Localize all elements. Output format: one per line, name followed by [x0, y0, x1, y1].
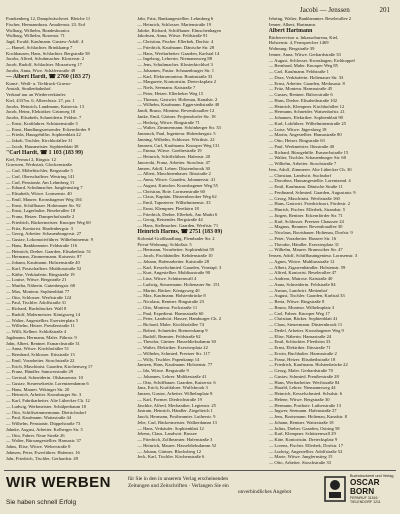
column-1 [6, 16, 131, 470]
listing-entry: Janning, Wilhelm, Schlosser. Wörthstr. 22 [137, 136, 215, 142]
listing-entry: — Friedrich, Bäckermeister. Knooper Weg 60 [6, 219, 91, 225]
ad-text-line-1: für Sie in den in unserem Verlag erscheinenden [128, 476, 229, 482]
listing-entry: — Walter, Tischler. Schauenburger Str. 60 [268, 155, 347, 161]
listing-entry: — Käte, Kontoristin. Dreiecksplatz 9 [268, 437, 338, 442]
listing-entry: — Otto, Heizer. Ringstraße 63 [268, 138, 325, 143]
listing-entry: — Johannes, Pastor. Schauenburger Str. 1 [137, 67, 215, 73]
listing-entry: — Richard, Maler. Kirchhofallee 74 [137, 322, 204, 327]
listing-entry: — Käthe, Verkäuferin. Ringstraße 19 [6, 271, 75, 277]
listing-heading: Heinrich Harms, ☎ 2751 (183 09) [137, 228, 223, 235]
listing-entry: — Paul, Expedient. Harmsstraße 60 [137, 310, 204, 316]
listing-entry: — Hans, Stellmacher. Gaarden, Werftstr. 71 [137, 223, 219, 228]
listing-entry: — August, Kutscher. Kronshagener Weg 55 [137, 182, 218, 188]
listing-entry: — Elise, Näherin. Hansastraße 24 [268, 333, 332, 339]
listing-entry: — Karl, Kesselschmied. Gaarden, Vinetapl. 3 [137, 264, 222, 270]
listing-entry: — Walter, Elektriker. Exerzierplatz 22 [137, 345, 208, 350]
listing-entry: Jannsen, Carl, Kaufmann. Knooper Weg 131 [137, 142, 220, 148]
listing-entry: Jantzen, Hans, Kaufmann. Holstenstr. 77 [137, 362, 213, 368]
listing-entry: — Hermann, Vorarbeiter. Sophienblatt 59 [137, 247, 214, 253]
listing-entry: — Carl, Möbeltischler, Bergstraße 5 [6, 168, 73, 173]
listing-entry: Jeck, Karl, Tischler. Kirchenstraße 6 [137, 454, 205, 460]
listing-entry: — Paul, Tischler. Adolfstraße 31 [6, 300, 67, 306]
listing-entry: — Johannes, Elektriker. Sophienblatt 90 [268, 115, 343, 120]
listing-entry: Jagdmann, Hermann, Maler. Fährstr. 9 [6, 334, 77, 340]
listing-entry: — Christian, Bäcker. Sophienblatt 41 [268, 316, 338, 322]
listing-entry: Jahn, Albert, Rentner. Esmarchstraße 31 [6, 340, 80, 346]
listing-entry: — Niels, Seemann. Kaistraße 7 [137, 85, 196, 90]
ad-text [128, 476, 320, 496]
listing-entry: — Detlef, Arbeiter. Kronshagener Weg 9 [268, 327, 344, 333]
listing-entry: — Magnus, Beamter. Reventlouallee 30 [268, 224, 343, 230]
listing-entry: Janz, Erich, Kraftfahrer. Wulfsbrook 3 [137, 385, 208, 391]
directory-columns [6, 16, 394, 470]
listing-entry: — Jakob, Tischler, Kirchhofallee 31 [6, 138, 73, 143]
listing-entry: Bücherrevisor u. Inkassobureau, Kiel, [268, 34, 339, 40]
listing-entry: — Ernst, Arbeiter. Gaarden, Medusastr. 8 [268, 80, 345, 86]
listing-entry: — Jens, Bootsmann. Holtenau, Kanalstr. 8 [268, 414, 347, 419]
listing-entry: Jacobs, Anna, Wwe. Schäferstraße 48 [6, 67, 76, 73]
listing-entry: — Ida, Witwe. Bergstraße 9 [137, 368, 189, 373]
listing-entry: — Walter, Zimmermann. Schönberger Str. 33 [137, 125, 221, 131]
listing-entry: — Jens, Schuhmacher. Klosterkirchhof 3 [137, 62, 213, 67]
listing-entry: — Emil, Tapezierer. Wilhelminenstr. 33 [137, 200, 211, 205]
listing-entry: Jens, Adolf, Zimmerer. Alte Lübecker Ch. 30 [268, 166, 352, 172]
listing-entry: — Ferdinand, Schmied. Gaarden, Augustastr. 9 [268, 189, 356, 195]
listing-entry: — Margarete, Kontoristin. Dreiecksplatz 2 [137, 79, 217, 85]
listing-entry: — Otto, Schlosser. Werftstraße 124 [6, 294, 72, 300]
listing-entry: Jenner, Albert, Hartmann. [268, 21, 317, 27]
listing-entry: — Ludwig, Werkmeister. Schülperbaum 18 [6, 403, 86, 409]
listing-entry: Jansen, Adolf, Lehrer. Düsternbrook 30 [137, 165, 210, 171]
listing-entry: — Ludwig, Angestellter. Adolfstraße 52 [268, 448, 343, 454]
listing-entry: — Georg, Maler. Gerhardstraße 70 [268, 368, 333, 373]
listing-entry: — Lorenz, Fischer. Ellerbek, Dorfstr. 17 [268, 442, 344, 448]
listing-entry: — Richard, Buchdrucker. Wall 8 [6, 306, 67, 311]
listing-entry: — Carl, Pensionär. Am Lehmberg 11 [6, 179, 75, 185]
listing-entry: — Martin, Bäcker. Königsweg 40 [137, 287, 200, 293]
listing-entry: — Elisabeth, Witwe. Lornsenstr. 40 [6, 191, 72, 196]
listing-entry: — Hermann, Schneider. Waisenhofstr. 21 [268, 109, 345, 115]
listing-entry: — Carl, Oberschaffner. Westring 141 [6, 173, 75, 179]
listing-entry: — Ernst, Schiffbauer. Holtenauer Str. 92 [6, 202, 81, 208]
listing-entry: — Karl, Fabrikarbeiter. Alte Lübecker Ch. 12 [6, 398, 90, 403]
listing-entry: — Wilhelm, Maurer. Brunswiker Str. 47 [268, 247, 343, 253]
listing-entry: — Otto, Schiffszimmermann. Dietrichsdorf [6, 409, 87, 415]
listing-entry: — Ernst, Handlungsreisender. Eckernförder 9 [6, 126, 91, 132]
listing-entry: — Ingeborg, Lehrerin. Niemannsweg 88 [137, 56, 212, 62]
listing-entry: — Willi, Kellner. Schloßstraße 4 [6, 329, 67, 334]
listing-entry: Kolonial-Großhandlung, Flemhuder Str. 2 [137, 235, 215, 241]
listing-entry: — Gustav, Steuersekretär. Lorentzendamm 6 [6, 380, 89, 386]
listing-entry: — Hans, Verkäufer. Sophienblatt 12 [137, 425, 204, 431]
ad-title: WIR WERBEN [6, 474, 111, 491]
running-head [300, 6, 390, 14]
listing-entry: — Fritz, Monteur. Harmsstraße 45 [268, 86, 333, 92]
listing-entry: — Frieda, Hausgehilfin. Sophienblatt 22 [6, 132, 81, 138]
listing-entry: Kiel, Fernruf 2, Ringstr. 12 [6, 156, 56, 162]
ad-text-line-2: Zeitungen und Zeitschriften · Verlangen Sie ein [128, 482, 229, 489]
listing-entry: — Thomas, Gastwirt. Holtenau, Kanalstr. 2 [137, 96, 218, 102]
listing-entry: — Albert, Maschinenbauer. Iltisstraße 2 [137, 171, 211, 177]
listing-entry: Jacobs, Elisabeth, Schneiderin. Feldstr. 7 [6, 115, 82, 120]
listing-entry: — Theodor, Händler. Exerzierplatz 31 [268, 241, 340, 247]
listing-entry: — Otto, Fahrer. Neue Straße 26 [6, 432, 65, 438]
listing-entry: — Johann, Rentner. Waitzstraße 18 [268, 419, 334, 425]
listing-entry: — Paul, Kaufmann. Waitzstraße 44 [6, 415, 72, 421]
listing-entry: — Anna, Witwe. Kirchhofallee 51 [6, 346, 70, 352]
listing-entry: — Claus, Kapitän. Düsternbrooker Weg 62 [137, 194, 217, 200]
listing-entry: — Hansel, Schlachter. Brinkkamp 7 [6, 44, 73, 50]
listing-entry: — Rudolf, Malermeister. Königsweg 14 [6, 311, 80, 317]
listing-entry: — Rudolf, Beamter. Feldstraße 62 [137, 333, 201, 339]
ad-tagline: Sie haben schnell Erfolg [6, 499, 77, 506]
listing-entry: — Agnes, Witwe. Muhliusstraße 12 [268, 258, 335, 264]
listing-entry: — Carl, Fahrer. Knooper Weg 17 [268, 310, 330, 316]
listing-entry: — Hans, Werftarbeiter. Gaarden, Karlstal 14 [137, 50, 220, 56]
listing-entry: Jacob, Rudolf, Schlachter. Mozartweg 17 [6, 62, 82, 67]
publisher-logo-icon [324, 476, 346, 502]
listing-entry: — Bruno, Monteur. Wilhelmplatz 3 [268, 304, 335, 310]
listing-entry: Wulbarg, Wilhelm, Bundeskurator. [6, 27, 71, 33]
listing-entry: — Nicolaus, Rentner. Ringstraße 23 [137, 299, 204, 304]
publisher-block [350, 474, 398, 504]
listing-entry: — Hans, Werftarbeiter. Werftstraße 84 [268, 379, 340, 385]
listing-entry: Holstenstr. 4, Fernsprecher 1469 [268, 40, 329, 46]
listing-entry: — Heinrich, Arbeiter. Kronsburger Str. 3 [6, 392, 82, 398]
listing-entry: — Anna, Witwe. Gaarden, Johannesstr. 41 [137, 177, 216, 182]
listing-entry: — Wilhelm, Pensionär. Düppelstraße 73 [6, 421, 81, 426]
ad-text-line-3: unverbindliches Angebot [238, 489, 292, 495]
listing-entry: — Christian, Bote. Lornsenstraße 60 [137, 188, 205, 194]
listing-entry: — Max, Kaufmann. Holstenbrücke 8 [137, 293, 206, 299]
listing-entry: — Karl, Postschaffner. Muhliusstraße 52 [6, 265, 82, 271]
listing-entry: Janke, Emil, Gärtner. Projensdorfer Str. 18 [137, 113, 216, 119]
listing-entry: — Karl, Elektromonteur. Boninstraße 33 [137, 73, 213, 79]
listing-entry: — Jacob, Hausmeister. Sophienblatt 38 [6, 143, 79, 149]
listing-entry: — Fritz, Kontorist. Hardenbergstr. 3 [6, 225, 73, 231]
listing-entry: — Friedrich, Dreher. Ellerbek, Am Markt 6 [137, 211, 218, 217]
listing-entry: — Christian, Fischer. Ellerbek, Dorfstr. 4 [137, 39, 214, 44]
listing-entry: Frankenberg 12, Dampfwäscherei. Bleiche 11 [6, 16, 91, 21]
listing-entry: Jaschke, Alfred, Mechaniker. Legienstr. 25 [137, 402, 216, 408]
listing-entry: — Johannes, Lehrer. Moltkestraße 41 [137, 373, 207, 379]
listing-entry: — Peter, Landwirt. Hassee, Hamburger Ch. 2 [137, 316, 222, 322]
listing-entry: — Karl, Former. Diedrichstraße 19 [137, 396, 202, 402]
listing-entry: — Gustav, Lokomotivführer. Wilhelminenstr. 9 [6, 237, 94, 242]
listing-entry: — August, Tischler. Gaarden, Karlstal 33 [268, 293, 345, 299]
listing-entry: Fischer, Hermannbrau. Amalienstr. 23. Erd [6, 21, 85, 27]
listing-entry: — Hedwig, Witwe. Ringstraße 71 [137, 119, 200, 125]
listing-entry: Jacobs, Heinrich, Landmann, Kaiserstr. 13 [6, 103, 85, 109]
listing-entry: — Albert, Zigarrenhändler. Holstenstr. 59 [268, 264, 346, 270]
listing-entry: — Otto, Schiffbauer. Gaarden, Kaiserstr. 6 [137, 379, 216, 385]
listing-entry: — Helene, Witwe. Bergstraße 30 [268, 396, 330, 402]
listing-entry: — Wilhelm, Schmied. Preetzer Str. 117 [137, 350, 210, 356]
listing-entry: Jahns, Elise, Witwe. Weberstraße 8 [6, 444, 71, 449]
listing-entry: — Heinrich, Kesselschmied. Schulstr. 6 [268, 391, 343, 396]
listing-entry: — Andreas, Matrose. Kaistraße 40 [268, 276, 333, 281]
page-number: 201 [379, 6, 390, 14]
listing-entry: Jebe, Carl, Bäckermeister. Walkerdamm 13 [137, 419, 217, 425]
listing-entry: — Ernst, Kraftfahrer. Schützenstraße 3 [6, 120, 78, 126]
listing-entry: — Walter, Büroangestellter. Hansastr. 37 [6, 438, 82, 444]
listing-entry: Kochhausen, Hans, Schlachter. Bergstraße 58 [6, 50, 90, 56]
listing-entry: — Martin, Angestellter. Hansastraße 80 [268, 132, 342, 138]
listing-entry: — Ernst, Klempner. Fleethörn 18 [137, 205, 199, 211]
listing-entry: Janzen, Gustav, Arbeiter. Wilhelmplatz 8 [137, 391, 213, 396]
listing-entry: Privat-Wohnung: Schloßstr. 5 [137, 241, 192, 247]
listing-entry: Jahrke, Richard, Schiffbauer. Elmschenhagen [137, 27, 221, 33]
listing-entry: — Georg, Arbeiter. Schauenburgerstr. 27 [6, 231, 82, 237]
listing-entry: — Emil, Kaufmann. Dänische Straße 11 [268, 184, 343, 189]
listing-entry: Jandt, Bruno, Monteur. Reventlouallee 12 [137, 108, 215, 113]
listing-entry: — Heinrich, Schiffsführer. Hafenstr. 20 [137, 154, 211, 159]
listing-entry: — Hans, Maurer. Wikinger Str. 20 [6, 386, 70, 392]
listing-entry: — Franz, Händler. Samwerstraße 29 [6, 369, 74, 375]
column-3 [269, 16, 394, 470]
listing-entry: — Paul, Werkmeister. Iltisstraße 40 [268, 143, 335, 149]
listing-entry: — Friedrich, Kaufmann. Dänische Str. 28 [137, 44, 215, 50]
listing-entry: — Bernhard, Maler. Knooper Weg 85 [268, 63, 338, 69]
listing-entry: — Nicolaus, Bootsbauer. Holtenau, Dorfstr. 9 [268, 230, 353, 235]
listing-entry: — Franz, Heizer. Damperhofstraße 2 [6, 214, 75, 219]
listing-entry: — Dorothea, Hausangestellte. Lorentzend. 4 [268, 178, 351, 184]
listing-entry: — Julius, Dreher. Gaarden, Ostring 58 [268, 425, 340, 431]
listing-entry: — August, Schlosser. Kronshagen, Eichkoppel [268, 57, 355, 63]
listing-entry: — Peter, Heizer. Ellerbeker Weg 15 [137, 90, 204, 96]
listing-entry: — Ernst, Lagerhalter. Beselerallee 18 [6, 208, 76, 214]
listing-entry: — Georg, Maschinist. Werftstraße 160 [268, 195, 340, 201]
listing-heading: "Carl Hardt, ☎ 1 103 (183 99) [6, 149, 83, 156]
listing-entry: — Hans, Dreher. Elisabethstraße 102 [268, 97, 338, 103]
listing-entry: — Emil, Vorarbeiter. Stoschstraße 22 [6, 357, 75, 363]
listing-entry: Jebens, Claus, Landwirt. Russee [137, 431, 197, 437]
listing-entry: Jacobs, Alfred, Schuhmacher. Klosterstr. 2 [6, 56, 85, 62]
listing-entry: — Emil, Schlachter. Fleethörn 33 [268, 339, 331, 345]
listing-entry: Jahnke, August, Arbeiter. Kolberger Str. 5 [6, 426, 83, 432]
listing-entry: — Christian, Landwirt. Suchsdorf [268, 172, 332, 178]
listing-entry: — Theodor, Gärtner. Hasseldieksdamm 30 [137, 339, 216, 345]
listing-entry: — Max, Monteur. Sophienblatt 77 [6, 288, 70, 294]
listing-entry: — Karl, Lokführer. Wilhelminenstraße 25 [268, 120, 346, 126]
listing-entry: — Friedrich, Kaufmann. Holstenbrücke 22 [268, 362, 348, 368]
listing-entry: — Johann, Kaufmann. Holstenstraße 40 [6, 260, 80, 265]
listing-entry: Kiel, 4337m. 6, Albrechtstr. 27, ptr. 1 [6, 97, 75, 103]
listing-entry: Anstalt, Straßenbahnhof. [6, 86, 52, 92]
listing-entry: Kunst-, Weiß- u. Tiefdruck-Gravur- [6, 80, 72, 86]
listing-entry: Jannasch, Paul, Ingenieur. Hohenbergstr. 5 [137, 131, 216, 136]
publisher-sub: FERNRUF 31516 · TIELENDORF 1211 [350, 496, 381, 504]
listing-entry: — Peter, Vorarbeiter. Hasseer Str. 16 [268, 235, 337, 241]
listing-entry: Jagd, Ewald, Kaufmann. Gustaw-Adolf. 4 [6, 39, 84, 44]
listing-entry: — Dora, Verkäuferin. Holtenauer Str. 33 [268, 74, 344, 80]
listing-entry: — Louise, Witwe. Bergstraße 21 [6, 277, 67, 283]
listing-entry: — Gustav, Schmied. Preußerstraße 28 [268, 373, 339, 379]
listing-entry: Janowski, Franz, Arbeiter. Stoschstr. 47 [137, 159, 211, 165]
publisher-tag: Buchdruckerei und Verlag [350, 474, 394, 478]
listing-entry: — Otto, Monteur. Fockstraße 11 [137, 304, 198, 310]
listing-entry: Jahr, Friedrich, Tischler. Gerhardstr. 49 [6, 455, 79, 461]
listing-entry: — Willy, Tischler. Papenkamp 14 [137, 356, 200, 362]
listing-entry: — Lina, Witwe. Schützenwall 4 [137, 276, 197, 281]
listing-entry: — Jacob, Fischhändler. Kehdenstraße 10 [137, 253, 213, 258]
listing-entry: — Berta, Witwe. Ringstraße 8 [268, 299, 325, 304]
listing-entry: Verkauf nur an Wiederverkäufer. [6, 92, 67, 97]
listing-entry: — Ernst, Elektriker. Iltisstraße 71 [268, 345, 331, 350]
footer-divider [4, 470, 396, 471]
listing-entry: Jacob, Heinz, Elektriker. Grünweg 18 [6, 109, 76, 115]
listing-entry: — Jürgen, Rentner. Eckernförder Str. 71 [268, 212, 343, 218]
listing-entry: Jensen, Adolf, Schiffbauingenieur. Lornsenstr. 3 [268, 253, 358, 258]
listing-entry: — Karl, Klempner. Schützenwall 29 [268, 431, 336, 437]
listing-entry: — Wilhelm, Kaufmann. Eggerstedtstraße 40 [137, 102, 220, 108]
column-2 [137, 16, 262, 470]
ad-left [6, 474, 126, 506]
listing-entry: — Anna, Schneiderin. Feldstraße 84 [268, 281, 336, 287]
listing-entry: Jakobsen, Anna, Witwe. Feldstraße 91 [137, 33, 208, 39]
listing-entry: — Johann, Gärtner. Blocksberg 12 [137, 448, 202, 454]
advertisement-footer [0, 472, 400, 514]
listing-entry: — Emma, Witwe. Goethestraße 19 [137, 148, 202, 154]
listing-entry: — Wilhelm, Arbeiter. Stoschstraße 7 [268, 161, 337, 166]
listing-entry: — Franz, Heizer. Elisabethstraße 18 [268, 356, 336, 362]
listing-entry: Jauch, Hermann, Postbeamter. Lutherstr. 9 [137, 414, 216, 419]
listing-entry: — Heinrich, Klempner. Kirchhofallee 12 [268, 103, 345, 109]
listing-entry: — Asmus, Landwirt. Mettenhof [268, 287, 328, 293]
listing-entry: — Luise, Witwe. Jägersberg 18 [268, 126, 327, 132]
listing-entry: Gravuren, Werkstatt, Glockenstraße [6, 162, 72, 168]
listing-entry: — Hermann, Zimmermann. Kaiserstr. 87 [6, 254, 82, 260]
listing-entry: — Erich, Maschinist. Gaarden, Kirchenweg 17 [6, 363, 93, 369]
listing-entry: — Hans, Bankbeamter. Feldstraße 116 [6, 242, 78, 248]
listing-entry: — Carl, Kaufmann. Feldstraße 1 [268, 69, 329, 74]
listing-entry: Jastram, Heinrich, Händler. Ziegelteich 1 [137, 408, 213, 414]
listing-entry: — Harald, Lehrer. Niemannsweg 44 [268, 385, 336, 391]
listing-entry: Jahnsen, Peter, Ewerführer. Hafenstr. 16 [6, 449, 80, 455]
listing-entry: — Johann, Hafenarbeiter. Kaistraße 28 [137, 258, 210, 264]
listing-entry: — Alfred, Kontorist. Beselerallee 47 [268, 270, 337, 276]
listing-entry: Wohnung: Bergstraße 39 [268, 46, 315, 51]
listing-entry: — Richard, Bürogehilfe. Esmarchstraße 15 [268, 149, 349, 155]
listing-heading: — Albert Hardt, ☎ 2760 (183 27) [6, 73, 91, 80]
listing-entry: — Karl, Schlosser. Preetzer Chaussee 24 [268, 218, 344, 224]
listing-entry: — Otto, Arbeiter. Stoschstraße 33 [268, 460, 331, 465]
listing-entry: — Heinrich, Schlosser. Marienstraße 19 [137, 21, 212, 27]
listing-entry: — Heinrich, Maurer. Hasseldieksdamm 52 [137, 442, 217, 448]
listing-entry: — Hans, Gastwirt. Friedrichsort, Fördestr. 2 [268, 201, 350, 207]
listing-entry: — Erwin, Buchhalter. Harmsstraße 2 [268, 350, 337, 356]
listing-entry: — Gustav, Rentner. Bülowstraße 6 [268, 92, 333, 97]
listing-entry: Jenner, Anna, Witwe. Gerhardstraße 33 [268, 51, 341, 57]
listing-entry: — Ludwig, Steuermann. Holtenauer Str. 151 [137, 281, 220, 287]
listing-entry: — Ingwer, Seemann. Hafenstraße 27 [268, 408, 337, 414]
listing-entry: — Heinrich, Dreher. Gaarden, Elisabethstr. 51 [6, 248, 92, 254]
listing-entry: Wulbarg, Wilhelm, Rosenstr. 71 [6, 33, 65, 39]
listing-entry: Jahr, Fritz, Bankangestellter. Lehmberg 6 [137, 16, 214, 21]
listing-entry: — Walter, Angestellter. Exerzierplatz 5 [6, 317, 79, 323]
listing-entry: — Emil, Maurer. Kronshagener Weg 104 [6, 196, 82, 202]
listing-entry: — Martha, Näherin. Gutenbergstr. 68 [6, 283, 75, 288]
listing-entry: — Georg, Reisender. Bergstraße 44 [137, 217, 203, 223]
listing-entry: — Hinrich, Fischer. Ellerbek, Strandstr. 5 [268, 207, 346, 212]
listing-heading: Albert Hartmann [268, 27, 313, 34]
listing-entry: — Claus, Steuermann. Düsternbrook 11 [268, 322, 343, 327]
publisher-name: OSCAR BORN [350, 478, 380, 496]
listing-entry: — Hermann, Postbote. Lutherstraße 13 [268, 402, 341, 408]
listing-entry: — Marie, Witwe. Jungfernstieg 15 [268, 454, 333, 460]
listing-entry: — Kurt, Angestellter. Muhliusstraße 90 [137, 270, 211, 276]
listing-entry: — Robert, Schneider. Bremerskamp 9 [137, 327, 208, 333]
listing-entry: — Gertrud, Schneiderin. Olshausenstr. 10 [6, 375, 83, 380]
listing-entry: — Bernhard, Schlosser. Iltisstraße 13 [6, 352, 75, 357]
listing-entry: — Friedrich, Zollbeamter. Hafenstraße 3 [137, 437, 213, 442]
running-head-names: Jacobi — Jenssen [300, 6, 350, 14]
listing-entry: — Eduard, Schuhmacher. Jungfernstieg 7 [6, 185, 83, 191]
listing-entry: — Wilhelm, Heizer. Preußerstraße 11 [6, 323, 75, 329]
listing-entry: Jehring, Walter, Bankbeamter. Beselerallee 2 [268, 16, 352, 21]
